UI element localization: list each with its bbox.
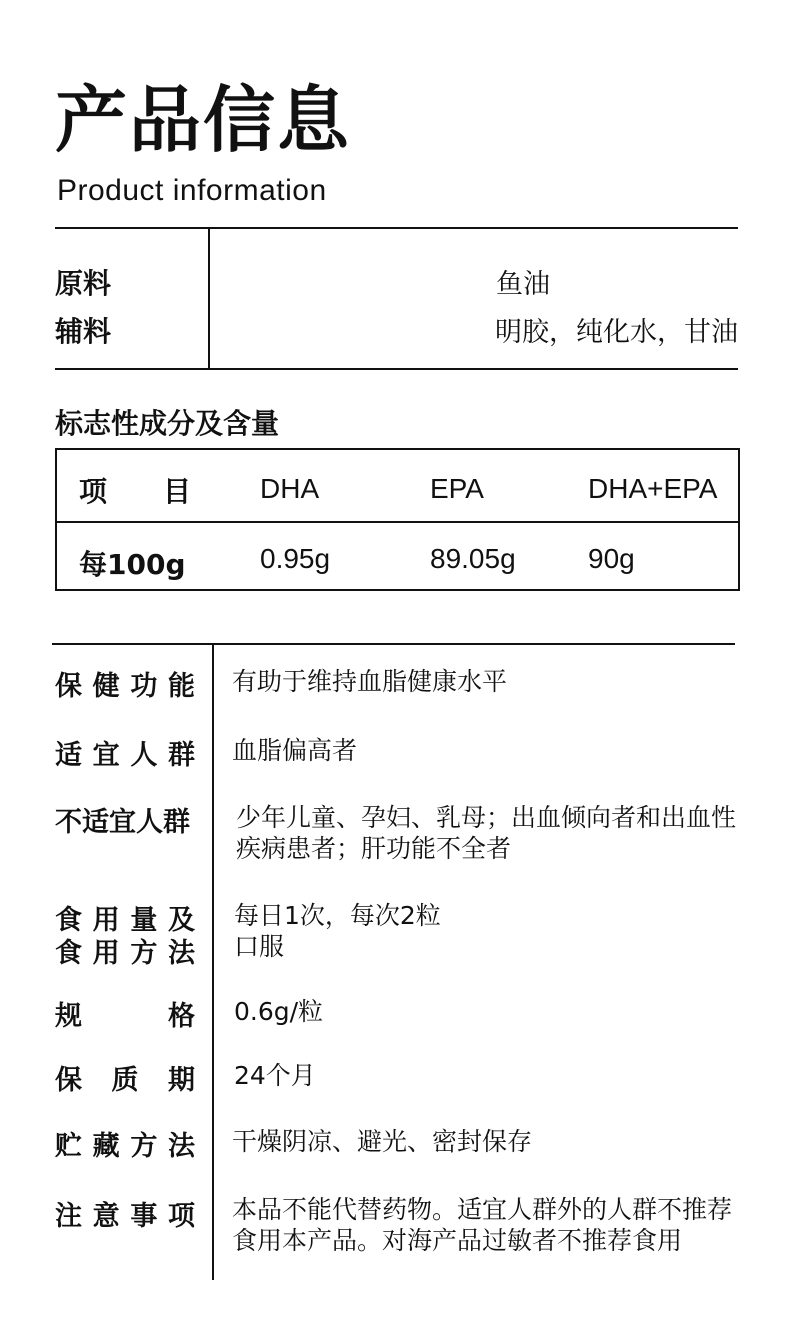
spec-label-dosage-1: 食用量及: [55, 905, 195, 936]
spec-value-dosage-method: 口服: [234, 932, 285, 961]
spec-value-function: 有助于维持血脂健康水平: [232, 667, 508, 696]
spec-label-function: 保健功能: [55, 671, 195, 702]
nutrients-table: [55, 448, 740, 591]
raw-material-label: 原料: [55, 267, 112, 300]
spec-value-precautions: 本品不能代替药物。适宜人群外的人群不推荐食用本产品。对海产品过敏者不推荐食用: [232, 1195, 733, 1255]
nutrient-value-total: 90g: [588, 543, 635, 574]
nutrient-header-total: DHA+EPA: [588, 473, 718, 504]
spec-label-shelf-life: 保质期: [55, 1065, 195, 1096]
spec-label-dosage-2: 食用方法: [55, 938, 195, 969]
nutrient-value-epa: 89.05g: [430, 543, 516, 574]
auxiliary-material-value: 明胶，纯化水，甘油: [495, 317, 738, 348]
raw-material-value: 鱼油: [496, 269, 550, 300]
page-subtitle: Product information: [57, 174, 327, 207]
nutrient-value-dha: 0.95g: [260, 543, 331, 574]
spec-value-size: 0.6g/粒: [234, 997, 324, 1026]
spec-value-storage: 干燥阴凉、避光、密封保存: [232, 1127, 533, 1156]
spec-label-size: 规格: [55, 1001, 195, 1032]
specs-top-rule: [52, 643, 735, 645]
nutrient-header-epa: EPA: [430, 473, 484, 504]
spec-label-precautions: 注意事项: [55, 1201, 195, 1232]
spec-value-dosage: 每日1次，每次2粒: [234, 901, 441, 930]
nutrient-header-dha: DHA: [260, 473, 320, 504]
auxiliary-material-label: 辅料: [55, 315, 112, 348]
nutrient-header-item: 项 目: [79, 475, 192, 508]
spec-value-unsuitable: 少年儿童、孕妇、乳母；出血倾向者和出血性疾病患者；肝功能不全者: [236, 803, 737, 863]
specs-divider: [212, 645, 214, 1280]
spec-label-suitable: 适宜人群: [55, 740, 195, 771]
spec-label-unsuitable: 不适宜人群: [55, 807, 190, 838]
page-title: 产品信息: [55, 78, 352, 162]
ingredients-divider: [208, 229, 210, 368]
spec-value-suitable: 血脂偏高者: [232, 736, 358, 765]
nutrient-row-label: 每100g: [79, 548, 186, 581]
nutrients-row-divider: [57, 521, 738, 523]
ingredients-top-rule: [55, 227, 738, 229]
spec-label-storage: 贮藏方法: [55, 1131, 195, 1162]
spec-value-shelf-life: 24个月: [234, 1061, 316, 1090]
nutrients-section-title: 标志性成分及含量: [55, 407, 280, 440]
ingredients-bottom-rule: [55, 368, 738, 370]
